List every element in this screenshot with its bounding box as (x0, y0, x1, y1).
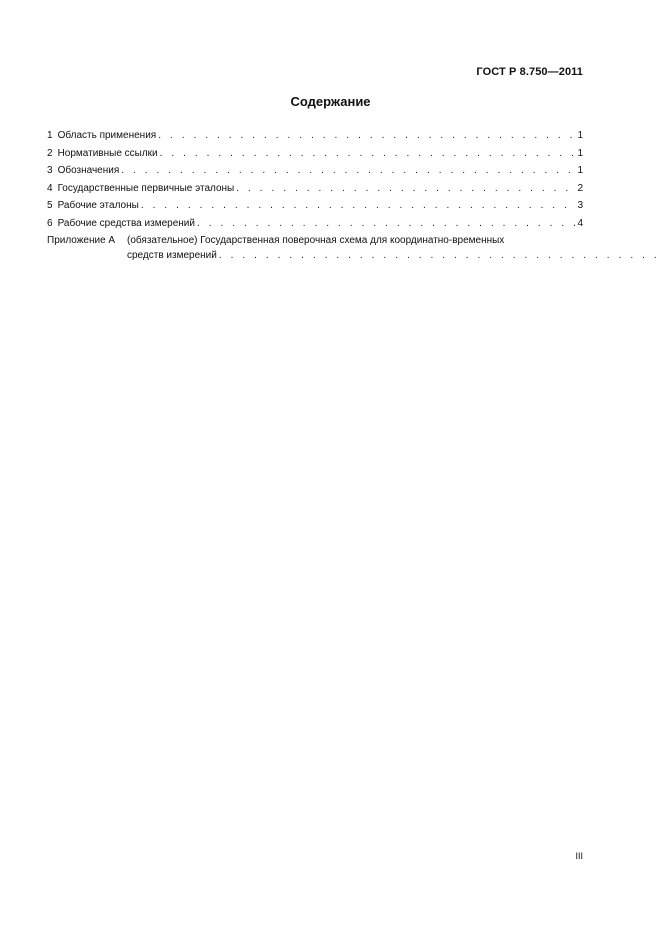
toc-entry-title: Рабочие эталоны (57, 200, 139, 211)
dot-leader (158, 127, 575, 145)
toc-entry-page: 2 (577, 182, 583, 194)
toc-entry-number: 5 (47, 200, 53, 211)
toc-entry-title: Область применения (57, 130, 157, 141)
toc-entry-number: 4 (47, 182, 53, 194)
toc-entry-title: Государственные первичные эталоны (57, 182, 235, 194)
appendix-title-line-2-text: средств измерений (127, 250, 217, 261)
appendix-title-line-2 (127, 248, 661, 263)
appendix-title-line-1: (обязательное) Государственная поверочная схема для координатно-временных (127, 235, 505, 246)
page-number: III (575, 851, 583, 861)
dot-leader (121, 162, 575, 180)
toc-entry-number: 2 (47, 147, 53, 159)
toc-entry-title: Рабочие средства измерений (57, 217, 195, 229)
dot-leader (197, 215, 575, 233)
appendix-body (127, 233, 661, 263)
toc-entry-2[interactable] (47, 145, 583, 163)
dot-leader (141, 197, 576, 215)
toc-entry-4[interactable] (47, 180, 583, 198)
toc-entry-number: 3 (47, 165, 53, 176)
toc-entry-3[interactable] (47, 162, 583, 180)
toc-title: Содержание (290, 94, 371, 109)
toc-entry-page: 1 (577, 130, 583, 141)
toc-entry-page: 4 (577, 217, 583, 229)
document-code: ГОСТ Р 8.750—2011 (476, 66, 583, 78)
toc-appendix-entry[interactable] (47, 233, 583, 263)
toc-entry-page: 1 (577, 147, 583, 159)
dot-leader (160, 145, 576, 163)
appendix-label: Приложение А (47, 235, 116, 246)
table-of-contents (47, 127, 583, 263)
toc-entry-6[interactable] (47, 215, 583, 233)
toc-entry-number: 1 (47, 130, 53, 141)
toc-entry-1[interactable] (47, 127, 583, 145)
dot-leader (219, 248, 661, 263)
toc-entry-title: Нормативные ссылки (57, 147, 158, 159)
dot-leader (236, 180, 575, 198)
toc-entry-page: 3 (577, 200, 583, 211)
toc-entry-title: Обозначения (57, 165, 120, 176)
toc-entry-page: 1 (577, 165, 583, 176)
toc-entry-5[interactable] (47, 197, 583, 215)
toc-entry-number: 6 (47, 217, 53, 229)
